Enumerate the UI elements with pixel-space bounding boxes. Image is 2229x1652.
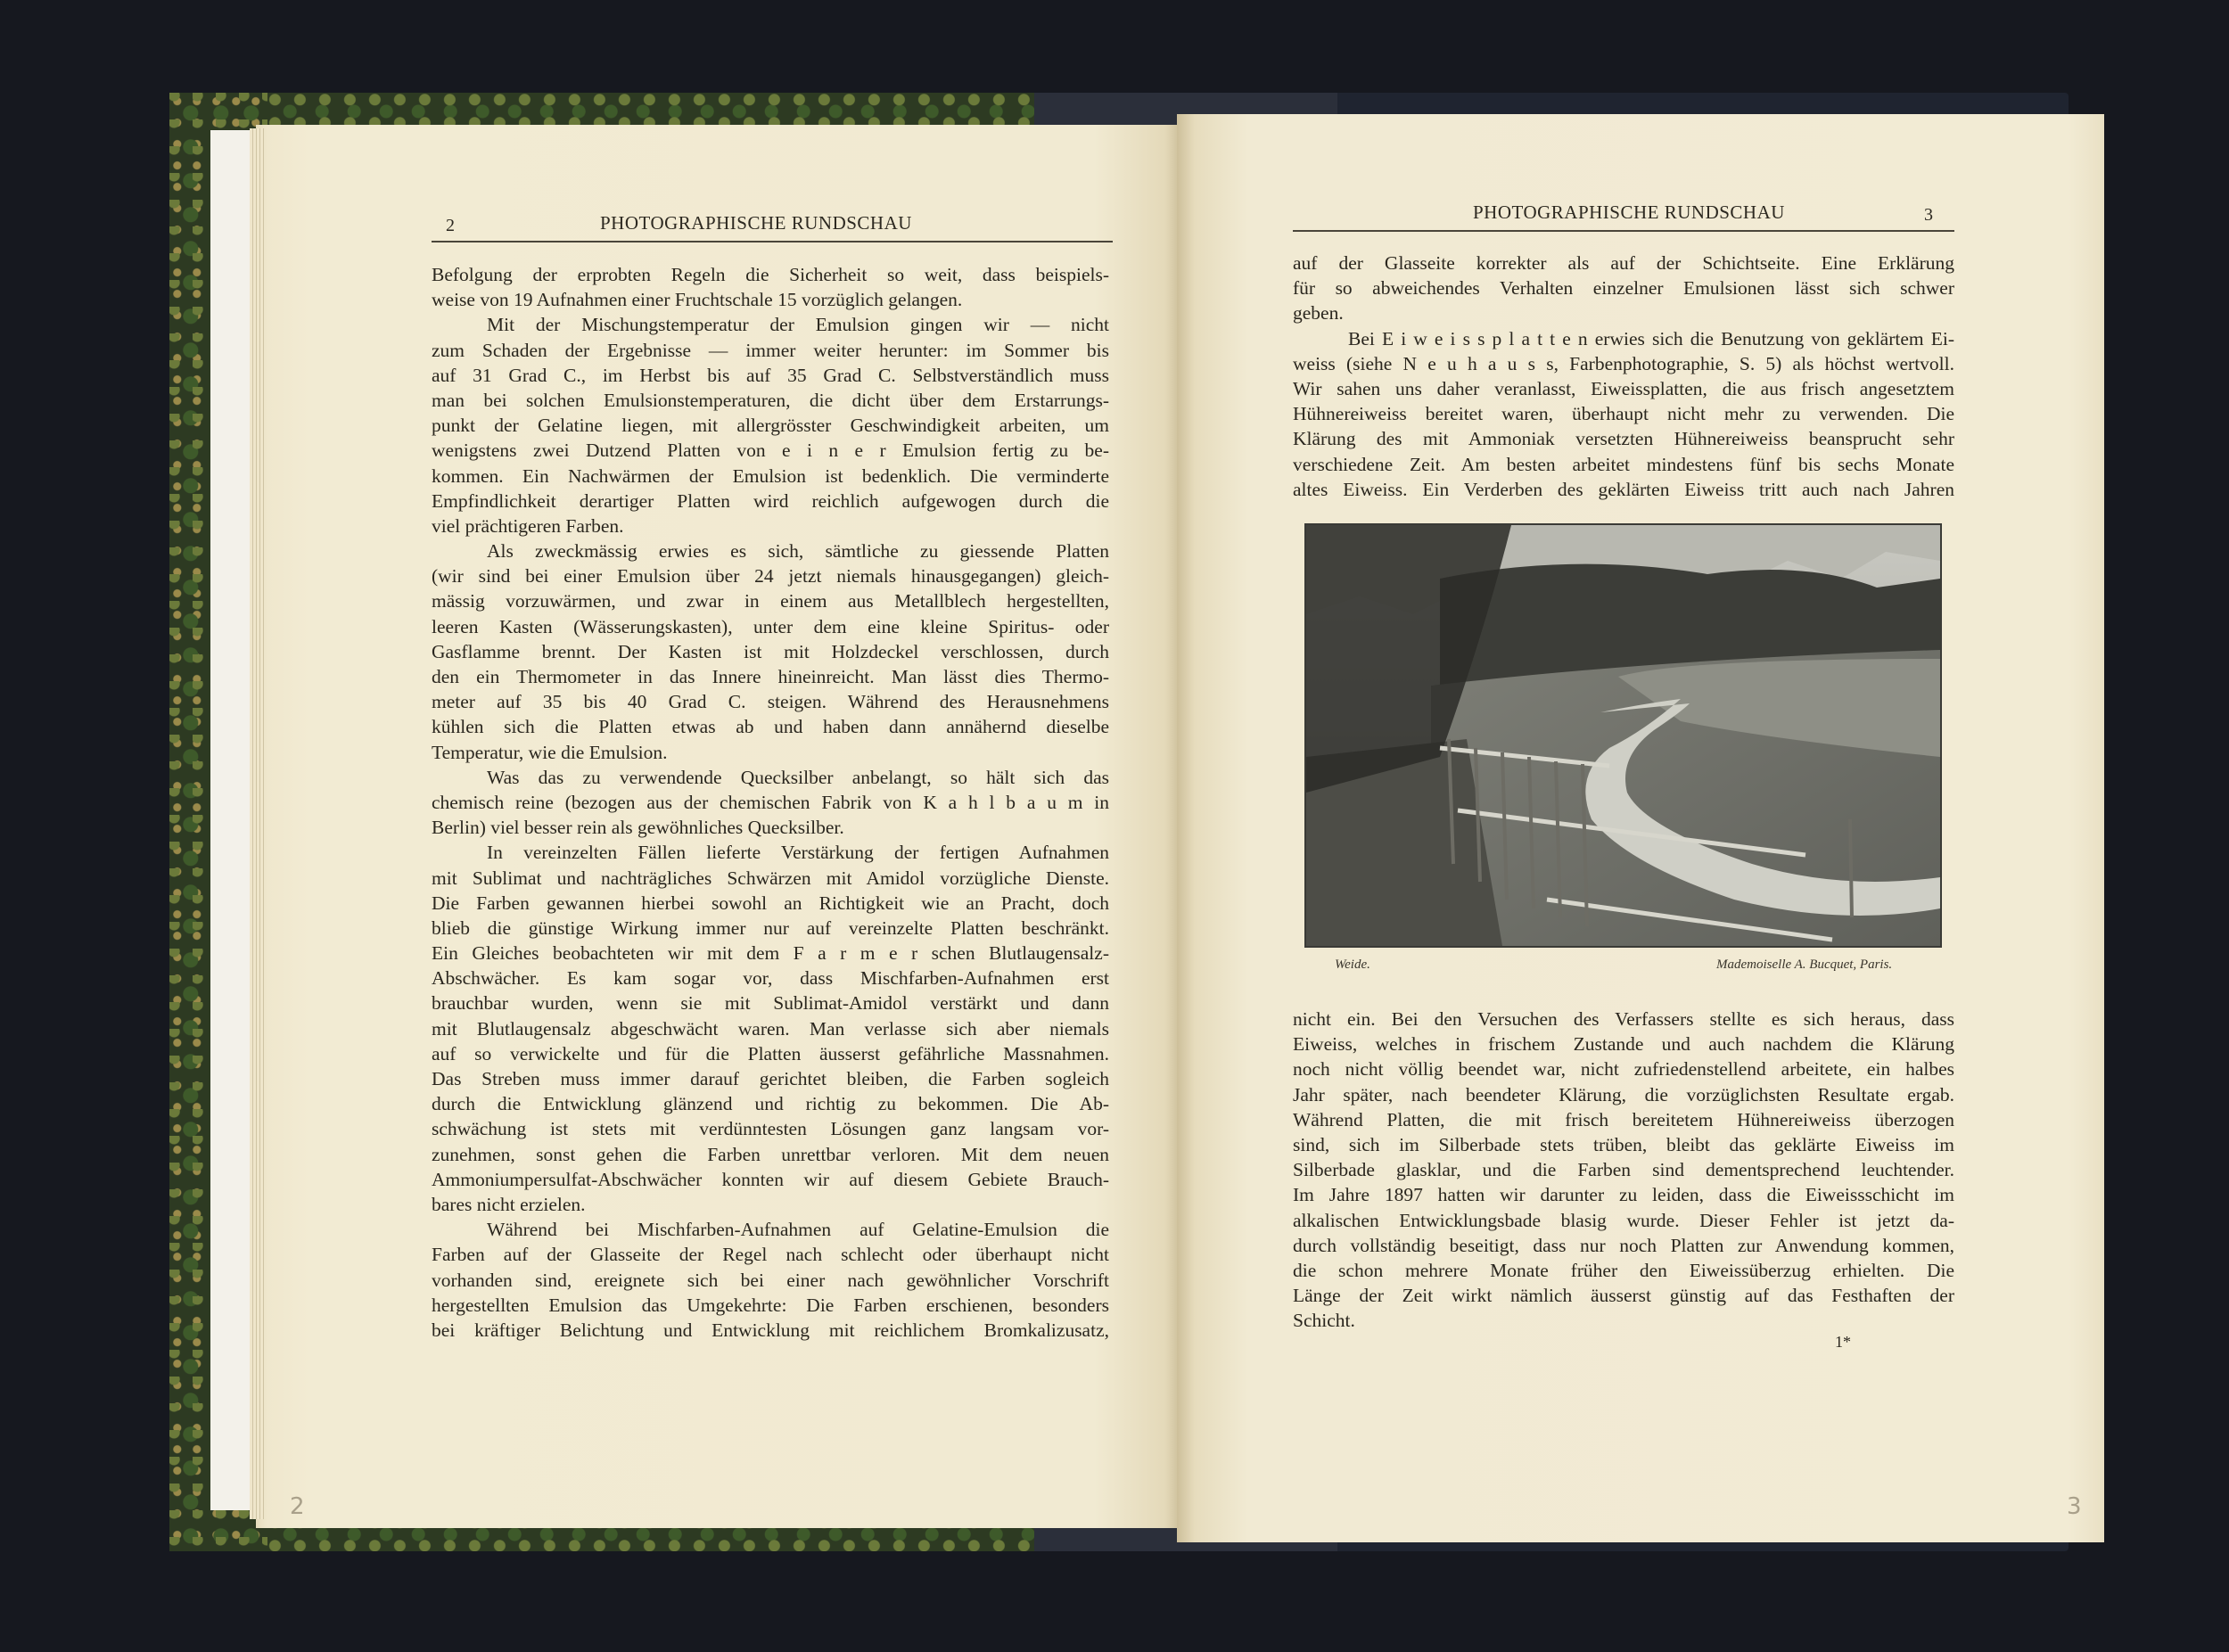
text-line: mit Blutlaugensalz abgeschwächt waren. Man verlasse sich aber niemals [432, 1017, 1109, 1040]
text-line: Länge der Zeit wirkt nämlich äusserst günstig auf das Festhaften der [1293, 1285, 1954, 1307]
text-line: wenigstens zwei Dutzend Platten von e i n e r Emulsion fertig zu be- [432, 440, 1109, 462]
paragraph [432, 1217, 1109, 1343]
text-line: bei kräftiger Belichtung und Entwicklung mit reichlichem Bromkalizusatz, [432, 1319, 1109, 1341]
text-line: In vereinzelten Fällen lieferte Verstärkung der fertigen Aufnahmen [487, 842, 1109, 864]
text-line: die schon mehrere Monate früher den Eiweissüberzug erhielten. Die [1293, 1259, 1954, 1281]
text-line: Das Streben muss immer darauf gerichtet bleiben, die Farben sogleich [432, 1068, 1109, 1089]
paragraph [1293, 1007, 1954, 1333]
header-rule-left [432, 241, 1113, 242]
paragraph [432, 765, 1109, 841]
marbled-cover-top [267, 93, 1159, 128]
page-edges [250, 128, 264, 1519]
paragraph [1293, 326, 1954, 502]
running-head-left: PHOTOGRAPHISCHE RUNDSCHAU [600, 212, 912, 234]
page-number-right: 3 [1924, 205, 1933, 225]
text-line: für so abweichendes Verhalten einzelner Emulsionen lässt sich schwer [1293, 277, 1954, 300]
landscape-photo [1306, 525, 1940, 946]
text-line: Mit der Mischungstemperatur der Emulsion gingen wir — nicht [487, 314, 1109, 336]
text-line: mit Sublimat und nachträgliches Schwärzen mit Amidol vorzügliche Dienste. [432, 867, 1109, 889]
figure-photo-willow [1304, 523, 1942, 948]
text-line: Abschwächer. Es kam sogar vor, dass Mischfarben-Aufnahmen erst [432, 967, 1109, 990]
text-line: viel prächtigeren Farben. [432, 514, 624, 537]
text-line: auf 31 Grad C., im Herbst bis auf 35 Grad C. Selbstverständlich muss [432, 364, 1109, 386]
text-line: Befolgung der erprobten Regeln die Sicherheit so weit, dass beispiels- [432, 264, 1109, 285]
text-line: brauchbar wurden, wenn sie mit Sublimat-Amidol verstärkt und dann [432, 992, 1109, 1015]
text-line: Temperatur, wie die Emulsion. [432, 741, 668, 763]
text-line: Empfindlichkeit derartiger Platten wird reichlich aufgewogen durch die [432, 489, 1109, 512]
paragraph [1293, 251, 1954, 326]
text-line: Bei E i w e i s s p l a t t e n erwies sich die Benutzung von geklärtem Ei- [1348, 327, 1954, 349]
text-line: bares nicht erzielen. [432, 1193, 586, 1215]
header-rule-right [1293, 230, 1954, 232]
text-line: Während Platten, die mit frisch bereitetem Hühnereiweiss überzogen [1293, 1108, 1954, 1130]
paragraph [432, 840, 1109, 1217]
paragraph [432, 312, 1109, 538]
text-line: Als zweckmässig erwies es sich, sämtliche zu giessende Platten [487, 540, 1109, 563]
figure-caption-title: Weide. [1335, 958, 1370, 972]
text-line: schwächung ist stets mit verdünntesten Lösungen ganz langsam vor- [432, 1118, 1109, 1140]
right-page-body-bottom [1293, 1007, 1954, 1333]
text-line: durch die Entwicklung glänzend und richtig zu bekommen. Die Ab- [432, 1093, 1109, 1115]
text-line: Berlin) viel besser rein als gewöhnliches Quecksilber. [432, 817, 844, 839]
text-line: Klärung des mit Ammoniak versetzten Hühnereiweiss beansprucht sehr [1293, 428, 1954, 450]
text-line: Eiweiss, welches in frischem Zustande und auch nachdem die Klärung [1293, 1033, 1954, 1056]
left-page-body [432, 262, 1109, 1343]
text-line: auf der Glasseite korrekter als auf der Schichtseite. Eine Erklärung [1293, 252, 1954, 274]
text-line: den ein Thermometer in das Innere hineinreicht. Man lässt dies Thermo- [432, 666, 1109, 687]
page-number-left: 2 [446, 216, 455, 235]
text-line: Wir sahen uns daher veranlasst, Eiweissplatten, die aus frisch angesetztem [1293, 377, 1954, 399]
text-line: meter auf 35 bis 40 Grad C. steigen. Während des Herausnehmens [432, 691, 1109, 713]
text-line: kommen. Ein Nachwärmen der Emulsion ist bedenklich. Die verminderte [432, 464, 1109, 487]
text-line: Farben auf der Glasseite der Regel nach schlecht oder überhaupt nicht [432, 1244, 1109, 1266]
text-line: Schicht. [1293, 1310, 1355, 1332]
figure-caption-credit: Mademoiselle A. Bucquet, Paris. [1716, 958, 1893, 972]
text-line: Silberbade glasklar, und die Farben sind dementsprechend leuchtender. [1293, 1159, 1954, 1181]
text-line: altes Eiweiss. Ein Verderben des geklärten Eiweiss tritt auch nach Jahren [1293, 478, 1954, 500]
text-line: Ein Gleiches beobachteten wir mit dem F a r m e r schen Blutlaugensalz- [432, 942, 1109, 965]
text-line: chemisch reine (bezogen aus der chemischen Fabrik von K a h l b a u m in [432, 791, 1109, 813]
pencil-page-mark-right: 3 [2067, 1493, 2082, 1520]
text-line: durch vollständig beseitigt, dass nur noch Platten zur Anwendung kommen, [1293, 1234, 1954, 1256]
text-line: Ammoniumpersulfat-Abschwächer konnten wir auf diesem Gebiete Brauch- [432, 1168, 1109, 1190]
text-line: kühlen sich die Platten etwas ab und haben dann annähernd dieselbe [432, 716, 1109, 738]
text-line: sind, sich im Silberbade stets trüben, bleibt das geklärte Eiweiss im [1293, 1133, 1954, 1155]
text-line: alkalischen Entwicklungsbade blasig wurde. Dieser Fehler ist jetzt da- [1293, 1209, 1954, 1231]
text-line: punkt der Gelatine liegen, mit allergrösster Geschwindigkeit arbeiten, um [432, 415, 1109, 437]
text-line: Im Jahre 1897 hatten wir darunter zu leiden, dass die Eiweissschicht im [1293, 1184, 1954, 1206]
text-line: nicht ein. Bei den Versuchen des Verfassers stellte es sich heraus, dass [1293, 1008, 1954, 1030]
text-line: vorhanden sind, ereignete sich bei einer nach gewöhnlicher Vorschrift [432, 1269, 1109, 1291]
right-page-body-top [1293, 251, 1954, 502]
text-line: Während bei Mischfarben-Aufnahmen auf Gelatine-Emulsion die [487, 1219, 1109, 1241]
pencil-page-mark-left: 2 [290, 1493, 305, 1520]
text-line: Gasflamme brennt. Der Kasten ist mit Holzdeckel verschlossen, durch [432, 640, 1109, 662]
text-line: blieb die günstige Wirkung immer nur auf vereinzelte Platten beschränkt. [432, 916, 1109, 939]
text-line: noch nicht völlig beendet war, nicht zufriedenstellend arbeitete, ein halbes [1293, 1058, 1954, 1081]
paragraph [432, 262, 1109, 312]
text-line: man bei solchen Emulsionstemperaturen, die dicht über dem Erstarrungs- [432, 389, 1109, 411]
text-line: verschiedene Zeit. Am besten arbeitet mindestens fünf bis sechs Monate [1293, 453, 1954, 475]
text-line: mässig vorzuwärmen, und zwar in einem aus Metallblech hergestellten, [432, 590, 1109, 612]
text-line: Die Farben gewannen hierbei sowohl an Richtigkeit wie an Pracht, doch [432, 892, 1109, 914]
text-line: weise von 19 Aufnahmen einer Fruchtschale 15 vorzüglich gelangen. [432, 289, 963, 311]
text-line: auf so verwickelte und für die Platten äusserst gefährliche Massnahmen. [432, 1042, 1109, 1064]
text-line: weiss (siehe N e u h a u s s, Farbenphotographie, S. 5) als höchst wertvoll. [1293, 352, 1954, 374]
text-line: zunehmen, sonst gehen die Farben unrettbar verloren. Mit dem neuen [432, 1143, 1109, 1165]
paragraph [432, 538, 1109, 765]
text-line: leeren Kasten (Wässerungskasten), unter dem eine kleine Spiritus- oder [432, 615, 1109, 637]
text-line: Hühnereiweiss bereitet waren, überhaupt nicht mehr zu verwenden. Die [1293, 403, 1954, 425]
text-line: Was das zu verwendende Quecksilber anbelangt, so hält sich das [487, 766, 1109, 788]
signature-mark: 1* [1835, 1333, 1851, 1351]
running-head-right: PHOTOGRAPHISCHE RUNDSCHAU [1473, 201, 1785, 223]
text-line: zum Schaden der Ergebnisse — immer weiter herunter: im Sommer bis [432, 339, 1109, 361]
text-line: hergestellten Emulsion das Umgekehrte: Die Farben erschienen, besonders [432, 1294, 1109, 1316]
text-line: Jahr später, nach beendeter Klärung, die vorzüglichsten Resultate ergab. [1293, 1083, 1954, 1105]
text-line: geben. [1293, 302, 1344, 325]
text-line: (wir sind bei einer Emulsion über 24 jetzt niemals hinausgegangen) gleich- [432, 565, 1109, 588]
